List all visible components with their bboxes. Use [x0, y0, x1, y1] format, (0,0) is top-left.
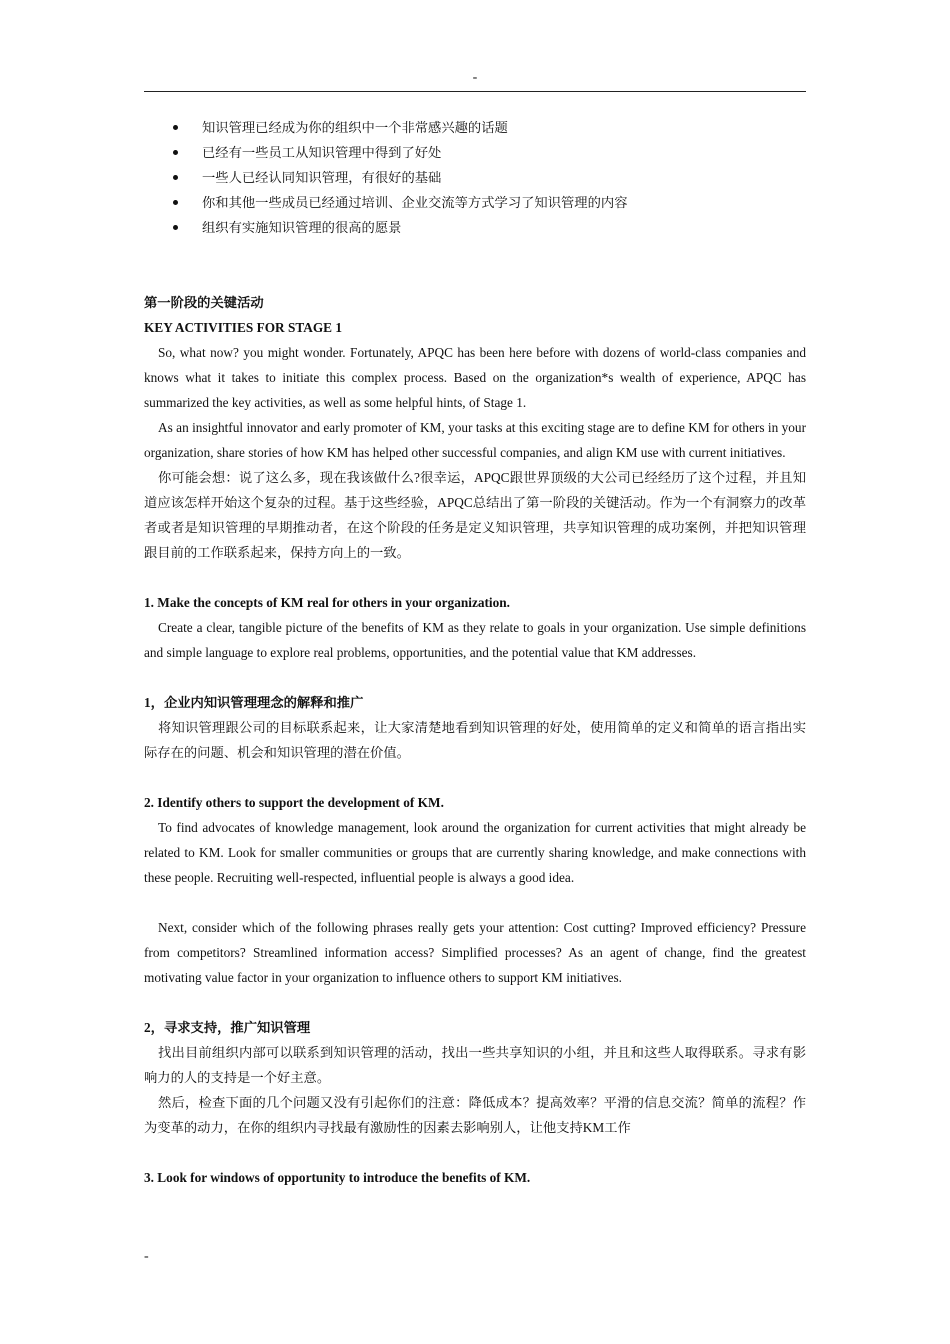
item1-title-en: 1. Make the concepts of KM real for others in your organization. — [144, 595, 510, 610]
list-item — [144, 140, 806, 165]
item2-paragraph-cn-1: 找出目前组织内部可以联系到知识管理的活动，找出一些共享知识的小组，并且和这些人取得联系。寻求有影响力的人的支持是一个好主意。 — [144, 1045, 806, 1085]
header-rule — [144, 91, 806, 92]
bullet-icon — [173, 225, 178, 230]
bullet-text: 组织有实施知识管理的很高的愿景 — [202, 220, 402, 235]
spacer — [144, 665, 806, 690]
section-paragraph-1: So, what now? you might wonder. Fortunately, APQC has been here before with dozens of world-class companies and knows what it takes to initiate this complex process. Based on the organization*s wealth of experience, APQC has summarized the key activities, as well as some helpful hints, of Stage 1. — [144, 345, 806, 410]
section-title-cn: 第一阶段的关键活动 — [144, 295, 264, 310]
bullet-list — [144, 115, 806, 240]
document-body — [144, 115, 806, 1190]
bullet-icon — [173, 175, 178, 180]
item2-paragraph-en-1: To find advocates of knowledge management, look around the organization for current activities that might already be related to KM. Look for smaller communities or groups that are currently sharing knowledge, and make connections with these people. Recruiting well-respected, influential people is always a good idea. — [144, 820, 806, 885]
section-paragraph-3: 你可能会想：说了这么多，现在我该做什么?很幸运，APQC跟世界顶级的大公司已经经历了这个过程，并且知道应该怎样开始这个复杂的过程。基于这些经验，APQC总结出了第一阶段的关键活动。作为一个有洞察力的改革者或者是知识管理的早期推动者，在这个阶段的任务是定义知识管理，共享知识管理的成功案例，并把知识管理跟目前的工作联系起来，保持方向上的一致。 — [144, 470, 806, 560]
spacer — [144, 1140, 806, 1165]
spacer — [144, 240, 806, 290]
spacer — [144, 990, 806, 1015]
section-title-en: KEY ACTIVITIES FOR STAGE 1 — [144, 320, 343, 335]
section-paragraph-2: As an insightful innovator and early promoter of KM, your tasks at this exciting stage are to define KM for others in your organization, share stories of how KM has helped other successful companies, and align KM use with current initiatives. — [144, 420, 806, 460]
item2-paragraph-en-2: Next, consider which of the following phrases really gets your attention: Cost cutting? Improved efficiency? Pressure from competitors? Streamlined information access? Simplified processes? As an agent of change, find the greatest motivating value factor in your organization to influence others to support KM initiatives. — [144, 920, 806, 985]
bullet-text: 一些人已经认同知识管理，有很好的基础 — [202, 170, 442, 185]
item1-title-cn: 1，企业内知识管理理念的解释和推广 — [144, 695, 364, 710]
item2-paragraph-cn-2: 然后，检查下面的几个问题又没有引起你们的注意：降低成本？提高效率？平滑的信息交流？简单的流程？作为变革的动力，在你的组织内寻找最有激励性的因素去影响别人，让他支持KM工作 — [144, 1095, 806, 1135]
list-item — [144, 215, 806, 240]
list-item — [144, 115, 806, 140]
bullet-icon — [173, 125, 178, 130]
spacer — [144, 765, 806, 790]
bullet-text: 已经有一些员工从知识管理中得到了好处 — [202, 145, 442, 160]
page-header-mark: - — [472, 70, 478, 85]
list-item — [144, 190, 806, 215]
item2-title-en: 2. Identify others to support the development of KM. — [144, 795, 444, 810]
bullet-text: 知识管理已经成为你的组织中一个非常感兴趣的话题 — [202, 120, 508, 135]
bullet-text: 你和其他一些成员已经通过培训、企业交流等方式学习了知识管理的内容 — [202, 195, 628, 210]
item2-title-cn: 2，寻求支持，推广知识管理 — [144, 1020, 311, 1035]
spacer — [144, 890, 806, 915]
list-item — [144, 165, 806, 190]
bullet-icon — [173, 200, 178, 205]
page-footer-mark: - — [144, 1249, 149, 1264]
bullet-icon — [173, 150, 178, 155]
spacer — [144, 565, 806, 590]
item1-paragraph-cn: 将知识管理跟公司的目标联系起来，让大家清楚地看到知识管理的好处，使用简单的定义和简单的语言指出实际存在的问题、机会和知识管理的潜在价值。 — [144, 720, 806, 760]
item3-title-en: 3. Look for windows of opportunity to introduce the benefits of KM. — [144, 1170, 531, 1185]
item1-paragraph-en: Create a clear, tangible picture of the benefits of KM as they relate to goals in your organization. Use simple definitions and simple language to explore real problems, opportunities, and the potential value that KM addresses. — [144, 620, 806, 660]
